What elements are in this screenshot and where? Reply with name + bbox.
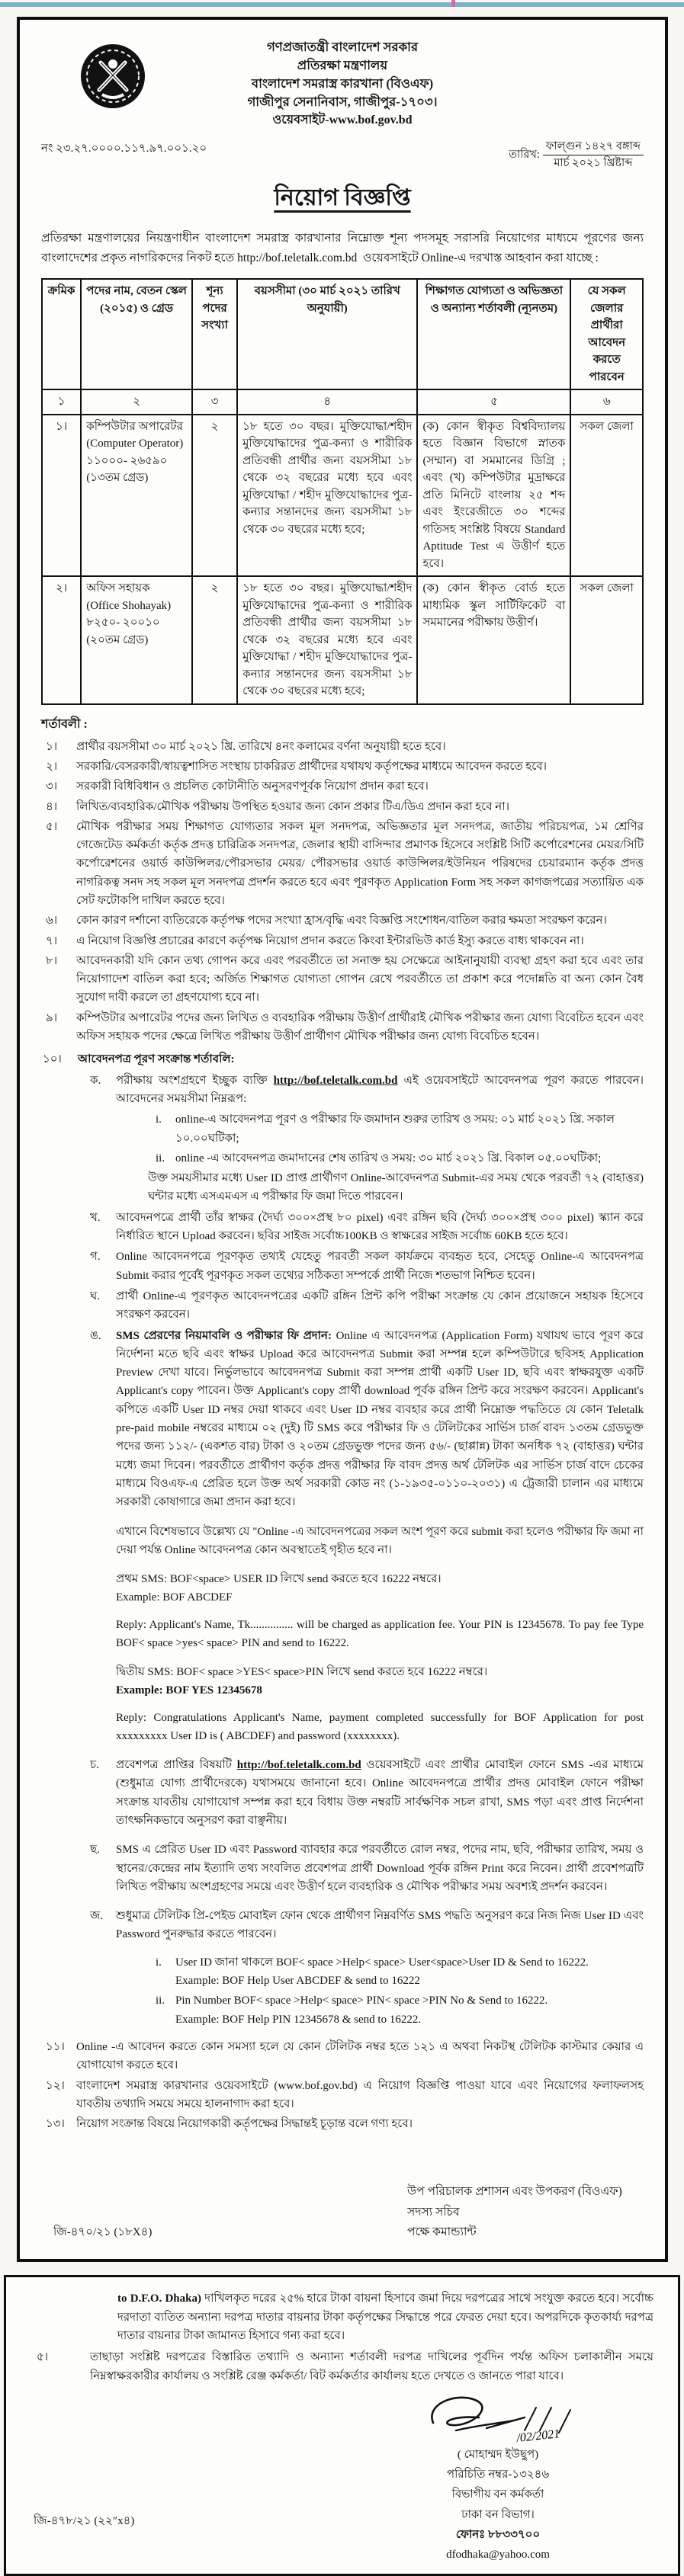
- condition-number: ৬।: [46, 915, 58, 928]
- recovery-item-ii: ii. Pin Number BOF< space >Help< space> PIN< space >PIN No & Send to 16222. Example: BOF Help PIN 12345678 & send to 16222.: [156, 1994, 548, 2026]
- districts-cell: সকল জেলা: [570, 415, 643, 577]
- condition-number: ৩।: [46, 780, 58, 793]
- timeline-item-ii: ii. online -এ আবেদনপত্র জমাদানের শেষ তারিখ ও সময়: ৩০ মার্চ ২০২১ খ্রি. বিকাল ০৫.০০ঘটিকা;: [156, 1152, 602, 1165]
- closing-conditions-list: [41, 2038, 644, 2133]
- col-header-districts: যে সকল জেলার প্রার্থীরা আবেদন করতে পারবেন: [570, 279, 643, 389]
- table-row: [42, 415, 643, 577]
- post-name-cell: [81, 415, 192, 577]
- signatory-id: পরিচিতি নম্বর-১৩২৪৬: [446, 2469, 550, 2481]
- condition-text: লিখিত/ব্যবহারিক/মৌখিক পরীক্ষায় উপস্থিত হওয়ার জন্য কোন প্রকার টিএ/ডিএ প্রদান করা হবে না।: [76, 800, 509, 813]
- condition-text: মৌখিক পরীক্ষার সময় শিক্ষাগত যোগ্যতার সকল মূল সনদপত্র, অভিজ্ঞতার মূল সনদপত্র, জাতীয় পরিচয়পত্র, ১ম শ্রেণির গেজেটেড কর্মকর্তা কর্তৃক প্রদত্ত চারিত্রিক সনদপত্র, জেলার স্থায়ী বাসিন্দার প্রমাণক হিসেবে সংশ্লিষ্ট সিটি কর্পোরেশনের মেয়র/সিটি কর্পোরেশনের ওয়ার্ড কাউন্সিলর/পৌরসভার মেয়র/ পৌরসভার ওয়ার্ড কাউন্সিলর/ইউনিয়ন পরিষদের চেয়ারম্যান কর্তৃক প্রদত্ত নাগরিকত্ব সনদ সহ সকল মূল সনদপত্র প্রদর্শন করতে হবে এবং পূরণকৃত Application Form সহ সকল কাগজপত্রের সত্যায়িত এক সেট ফটোকপি দাখিল করতে হবে।: [76, 820, 644, 907]
- bof-crest-icon: [78, 41, 148, 111]
- scan-artifact-pink-tick: [451, 0, 455, 7]
- vacancy-count: ২: [192, 576, 237, 704]
- sub-item-ga: গ. Online আবেদনপত্রে পূরণকৃত তথ্যই যেহেতু পরবর্তী সকল কার্যক্রমে ব্যবহৃত হবে, সেহেতু Online-এ আবেদনপত্র Submit করার পূর্বেই পূরণকৃত সকল তথ্যের সঠিকতা সম্পর্কে প্রার্থী নিজে শতভাগ নিশ্চিত হবেন।: [90, 1251, 644, 1282]
- condition-number: ১৩।: [46, 2118, 65, 2131]
- condition-text: প্রার্থীর বয়সসীমা ৩০ মার্চ ২০২১ খ্রি. তারিখে ৪নং কলামের বর্ণনা অনুযায়ী হতে হবে।: [76, 740, 446, 753]
- condition-number: ১১।: [46, 2040, 65, 2053]
- sms1-example: Example: BOF ABCDEF: [116, 1591, 233, 1604]
- intro-post: ওয়েবসাইটে Online-এ দরখাস্ত আহবান করা যাচ্ছে :: [363, 251, 599, 264]
- sms2-reply: Reply: Congratulations Applicant's Name, payment completed successfully for BOF Application for post xxxxxxxxx User ID is ( ABCDEF) and password (xxxxxxxx).: [116, 1712, 644, 1743]
- fee-window-note: উক্ত সময়সীমার মধ্যে User ID প্রাপ্ত প্রার্থীগণ Online-আবেদনপত্র Submit-এর সময় থেকে পরবর্তী ৭২ (বাহাত্তর) ঘন্টার মধ্যে এসএমএস এ পরীক্ষার ফি জমা দিতে পারবেন।: [148, 1172, 644, 1203]
- districts-cell: সকল জেলা: [570, 576, 643, 704]
- condition-number: ৯।: [46, 1011, 58, 1024]
- signatory-phone: ফোনঃ ৮৮৩৩৭০০: [455, 2528, 541, 2541]
- post-name-en: (Computer Operator): [86, 437, 184, 450]
- pay-scale: ১১০০০- ২৬৫৯০: [86, 454, 168, 467]
- condition-item: [41, 818, 644, 910]
- condition-item: [41, 798, 644, 816]
- sms2-block: [116, 1663, 644, 1700]
- condition-text: বাংলাদেশ সমরাস্ত্র কারখানার ওয়েবসাইটে (www.bof.gov.bd) এ নিয়োগ বিজ্ঞপ্তি পাওয়া যাবে এবং নিয়োগের ফলাফলসহ যাবতীয় তথ্যাদি সময়ে সময়ে হালনাগাদ করা হবে।: [76, 2079, 644, 2110]
- condition-text: কোন কারণ দর্শানো ব্যতিরেকে কর্তৃপক্ষ পদের সংখ্যা হ্রাস/বৃদ্ধি এবং বিজ্ঞপ্তি সংশোধন/বাতিল করার ক্ষমতা সংরক্ষণ করেন।: [76, 915, 607, 928]
- tender-condition-5: ৫। তাছাড়া সংশ্লিষ্ট দরপত্রের বিস্তারিত তথ্যাদি ও অন্যান্য শর্তাবলী দরপত্র দাখিলের পূর্বদিন পর্যন্ত অফিস চলাকালীন সময়ে নিম্নস্বাক্ষরকারীর কার্যালয় ও সংশ্লিষ্ট রেঞ্জ কর্মকর্তা/ বিট কর্মকর্তার কার্যালয় হতে দেখতে ও জানতে পারা যাবে।: [37, 2351, 653, 2382]
- adjacent-tender-notice: [4, 2275, 680, 2576]
- section-10: [41, 1050, 644, 1069]
- government-name: গণপ্রজাতন্ত্রী বাংলাদেশ সরকার: [266, 40, 419, 54]
- signatory-title: বিভাগীয় বন কর্মকর্তা: [451, 2488, 544, 2501]
- memo-row: [41, 139, 644, 171]
- condition-item: [41, 2115, 644, 2133]
- sub-item-chha: ছ. SMS এ প্রেরিত User ID এবং Password ব্যাবহার করে পরবর্তীতে রোল নম্বর, পদের নাম, ছবি, পরীক্ষার তারিখ, সময় ও স্থানের/কেন্দ্রের নাম ইত্যাদি তথ্য সংবলিত প্রবেশপত্র প্রার্থী Download পূর্বক রঙ্গিন Print করে নিবেন। প্রার্থী প্রবেশপত্রটি লিখিত পরীক্ষায় অংশগ্রহণের সময়ে এবং উত্তীর্ণ হলে ব্যবহারিক ও মৌখিক পরীক্ষার সময় অবশ্যই প্রদর্শন করবেন।: [90, 1844, 644, 1893]
- tender-paragraph: to D.F.O. Dhaka) দাখিলকৃত দরের ২৫% হারে টাকা বায়না হিসাবে জমা দিয়ে দরপত্রের সাথে সংযুক্ত করতে হবে। সর্বোচ্চ দরদাতা ব্যতিত অন্যান্য দরপত্র দাতার বায়নার টাকা কর্তৃপক্ষের সিদ্ধান্তে পরে ফেরত দেয়া হবে। অপরদিকে কৃতকার্য্য দরপত্র দাতার বায়নার টাকা জামানত হিসাবে গন্য করা হবে।: [117, 2292, 653, 2343]
- date-bangla: ফাল্গুন ১৪২৭ বঙ্গাব্দ: [543, 139, 644, 156]
- sms1-reply: Reply: Applicant's Name, Tk............... will be charged as application fee. Your PIN is 12345678. To pay fee Type BOF< space >yes< space> PIN and send to 16222.: [116, 1619, 644, 1650]
- sub-item-cha: চ. প্রবেশপত্র প্রাপ্তির বিষয়টি http://bof.teletalk.com.bd ওয়েবসাইটে এবং প্রার্থীর মোবাইল ফোনে SMS -এর মাধ্যমে (শুধুমাত্র যোগ্য প্রার্থীদেরকে) যথাসময়ে জানানো হবে। Online আবেদনপত্রে প্রার্থীর প্রদত্ত মোবাইল ফোনে পরীক্ষা সংক্রান্ত যাবতীয় যোগাযোগ সম্পন্ন করা হবে বিধায় উক্ত নম্বরটি সার্বক্ষণিক সচল রাখা, SMS পড়া এবং প্রাপ্ত নির্দেশনা তাৎক্ষনিকভাবে অনুসরণ করা বাঞ্ছনীয়।: [90, 1759, 644, 1827]
- signoff-block: [53, 2182, 636, 2242]
- organization-address: গাজীপুর সেনানিবাস, গাজীপুর-১৭০৩।: [247, 94, 438, 109]
- svg-text:/02/2021: /02/2021: [515, 2427, 560, 2445]
- recovery-i-example: Example: BOF Help User ABCDEF & send to 16222: [175, 1975, 420, 1988]
- signatory-name: ( মোহাম্মদ ইউছুপ): [457, 2448, 539, 2461]
- sms1-instruction: প্রথম SMS: BOF<space> USER ID লিখে send করতে হবে 16222 নম্বরে।: [116, 1573, 442, 1586]
- date-values: [543, 139, 644, 171]
- sms1-block: [116, 1570, 644, 1607]
- post-name-bn: কম্পিউটার অপারেটর: [86, 420, 183, 433]
- sms2-instruction: দ্বিতীয় SMS: BOF< space >YES< space>PIN লিখে send করতে হবে 16222 নম্বরে।: [116, 1666, 488, 1679]
- signatory-division: ঢাকা বন বিভাগ।: [461, 2508, 535, 2521]
- age-limit-cell: ১৮ হতে ৩০ বছর। মুক্তিযোদ্ধা/শহীদ মুক্তিযোদ্ধাদের পুত্র-কন্যা ও শারীরিক প্রতিবন্ধী প্রার্থীর জন্য বয়সসীমা ১৮ থেকে ৩২ বছরের মধ্যে হবে এবং মুক্তিযোদ্ধা / শহীদ মুক্তিযোদ্ধাদের পুত্র-কন্যার সন্তানদের জন্য বয়সসীমা ১৮ থেকে ৩০ বছরের মধ্যে হবে;: [237, 576, 417, 704]
- col-header-age: বয়সসীমা (৩০ মার্চ ২০২১ তারিখ অনুযায়ী): [237, 279, 417, 389]
- table-row: [42, 576, 643, 704]
- sub-item-gha: ঘ. প্রার্থী Online-এ পূরণকৃত আবেদনপত্রের একটি রঙ্গিন প্রিন্ট কপি পরীক্ষা সংক্রান্ত যে কোন প্রয়োজনে সহায়ক হিসেবে সংরক্ষণ করবেন।: [90, 1290, 644, 1322]
- condition-text: কম্পিউটার অপারেটর পদের জন্য লিখিত ও ব্যবহারিক পরীক্ষায় উত্তীর্ণ প্রার্থীরাই মৌখিক পরীক্ষার জন্য যোগ্য বিবেচিত হবেন এবং অফিস সহায়ক পদের ক্ষেত্রে লিখিত পরীক্ষায় উত্তীর্ণ প্রার্থীগণ মৌখিক পরীক্ষার জন্য যোগ্য বিবেচিত হবেন।: [76, 1011, 644, 1043]
- press-mark: জি-৪৭০/২১ (১৮X৪): [53, 2226, 153, 2239]
- col-header-serial: ক্রমিক: [42, 279, 81, 389]
- application-url[interactable]: http://bof.teletalk.com.bd: [237, 251, 358, 264]
- recovery-ii-example: Example: BOF Help PIN 12345678 & send to 16222.: [175, 2013, 422, 2026]
- condition-text: সরকারি/বেসরকারী/স্বায়ত্বশাসিত সংস্থায় চাকরিরত প্রার্থীদের যথাযথ কর্তৃপক্ষের মাধ্যমে আবেদন করতে হবে।: [76, 760, 548, 773]
- intro-paragraph: [41, 229, 644, 268]
- tender-addressee: to D.F.O. Dhaka): [117, 2292, 201, 2305]
- date-block: [509, 139, 644, 171]
- condition-item: [41, 1009, 644, 1046]
- qualification-cell: (ক) কোন স্বীকৃত বিশ্ববিদ্যালয় হতে বিজ্ঞান বিভাগে স্নাতক (সম্মান) বা সমমানের ডিগ্রি ; এবং (খ) কম্পিউটার মুদ্রাক্ষরে প্রতি মিনিটে বাংলায় ২৫ শব্দ এবং ইংরেজীতে ৩০ শব্দের গতিসহ সংশ্লিষ্ট বিষয়ে Standard Aptitude Test এ উত্তীর্ণ হতে হবে।: [417, 415, 570, 577]
- vacancy-count: ২: [192, 415, 237, 577]
- condition-text: আবেদনকারী যদি কোন তথ্য গোপন করে এবং পরবর্তীতে তা সনাক্ত হয় সেক্ষেত্রে আইনানুযায়ী ব্যবস্থা গ্রহণ করা হবে এবং তার নিয়োগাদেশ বাতিল করা হবে; অর্জিত শিক্ষাগত যোগ্যতা গোপন রেখে পরবর্তীতে তা প্রকাশ করে পদোন্নতি বা অন্য কোন বৈধ সুযোগ দাবী করলে তা গ্রহণযোগ্য হবে না।: [76, 954, 644, 1004]
- grade: (২০তম গ্রেড): [86, 633, 149, 646]
- condition-item: [41, 777, 644, 796]
- condition-number: ১২।: [46, 2079, 65, 2092]
- condition-item: [41, 758, 644, 776]
- column-number-row: ১ ২ ৩ ৪ ৫ ৬: [42, 389, 643, 415]
- sms-rules-heading: SMS প্রেরণের নিয়মাবলি ও পরীক্ষার ফি প্রদান:: [116, 1329, 332, 1342]
- sub-item-ka: [90, 1072, 644, 1109]
- grade: (১৩তম গ্রেড): [86, 472, 149, 485]
- condition-item: [41, 2038, 644, 2075]
- sub-item-kha: খ. আবেদনপত্রে প্রার্থী তাঁর স্বাক্ষর (দৈর্ঘ্য ৩০০×প্রস্থ ৮০ pixel) এবং রঙ্গিন ছবি (দৈর্ঘ্য ৩০০×প্রস্থ ৩০০ pixel) স্ক্যান করে নির্ধারিত স্থানে Upload করবেন। ছবির সাইজ সর্বোচ্চ100KB ও স্বাক্ষরের সাইজ সর্বোচ্চ 60KB হতে হবে।: [90, 1211, 644, 1243]
- condition-item: [41, 932, 644, 950]
- condition-number: ৪।: [46, 800, 58, 813]
- col-header-vacancies: শূন্য পদের সংখ্যা: [192, 279, 237, 389]
- sub-item-uno: ঙ. SMS প্রেরণের নিয়মাবলি ও পরীক্ষার ফি প্রদান: Online এ আবেদনপত্র (Application Form) যথাযথ ভাবে পূরণ করে নির্দেশনা মতে ছবি এবং স্বাক্ষর Upload করে আবেদনপত্র Submit করা সম্পন্ন হলে কম্পিউটারে ছবিসহ Application Preview দেখা যাবে। নির্ভুলভাবে আবেদনপত্র Submit করা সম্পন্ন প্রার্থী একটি User ID, ছবি এবং স্বাক্ষরযুক্ত একটি Applicant's copy পাবেন। উক্ত Applicant's copy প্রার্থী download পূর্বক রঙ্গিন প্রিন্ট করে সংরক্ষণ করবেন। Applicant's কপিতে একটি User ID নম্বর দেয়া থাকবে এবং User ID নম্বর ব্যবহার করে প্রার্থী নিম্নোক্ত পদ্ধতিতে যে কোন Teletalk pre-paid mobile নম্বরের মাধ্যমে ০২ (দুই) টি SMS করে পরীক্ষার ফি ও টেলিটকের সার্ভিস চার্জ বাবদ ১৩তম গ্রেডভুক্ত পদের জন্য ১১২/- (একশত বার) টাকা ও ২০তম গ্রেডভুক্ত পদের জন্য ৫৬/- (ছাপ্পান্ন) টাকা অনধিক ৭২ (বাহাত্তর) ঘন্টার মধ্যে জমা দিবেন। পরবর্তীতে প্রার্থীগণ কর্তৃক প্রদত্ত পরীক্ষার ফি বাবদ প্রদত্ত অর্থ টেলিটক এর সার্ভিস চার্জ বাদে চেকের মাধ্যমে বিওএফ-এ প্রেরিত হলে উক্ত অর্থ সরকারী কোড নং (১-১৯৩৫-০১১০-২০৩১) এ ট্রেজারী চালান এর মাধ্যমে সরকারী কোষাগারে জমা প্রদান করা হবে।: [90, 1329, 644, 1509]
- condition-item: [41, 2077, 644, 2114]
- special-note: এখানে বিশেষভাবে উল্লেখ্য যে "Online -এ আবেদনপত্রের সকল অংশ পূরণ করে submit করা হলেও পরীক্ষার ফি জমা না দেয়া পর্যন্ত Online আবেদনপত্র কোন অবস্থাতেই গৃহীত হবে না।: [116, 1525, 644, 1556]
- ministry-name: প্রতিরক্ষা মন্ত্রণালয়: [297, 57, 388, 72]
- condition-number: ৫।: [46, 820, 58, 833]
- condition-item: [41, 952, 644, 1008]
- sub-item-label: ক.: [90, 1074, 101, 1087]
- col-header-qualification: শিক্ষাগত যোগ্যতা ও অভিজ্ঞতা ও অন্যান্য শর্তাবলী (ন্যূনতম): [417, 279, 570, 389]
- post-name-en: (Office Shohayak): [86, 599, 172, 612]
- timeline-item-i: i. online-এ আবেদনপত্র পূরণ ও পরীক্ষার ফি জমাদান শুরুর তারিখ ও সময়: ০১ মার্চ ২০২১ খ্রি. সকাল ১০.০০ঘটিকা;: [156, 1113, 615, 1145]
- col-header-post: পদের নাম, বেতন স্কেল (২০১৫) ও গ্রেড: [81, 279, 192, 389]
- press-mark: জি-৪৭৮/২১ (২২″x৪): [34, 2515, 135, 2528]
- condition-item: [41, 912, 644, 930]
- handwritten-signature: [410, 2389, 586, 2449]
- condition-text: নিয়োগ সংক্রান্ত বিষয়ে নিয়োগকারী কর্তৃপক্ষের সিদ্ধান্তই চূড়ান্ত বলে গণ্য হবে।: [76, 2118, 413, 2131]
- intro-pre: প্রতিরক্ষা মন্ত্রণালয়ের নিয়ন্ত্রণাধীন বাংলাদেশ সমরাস্ত্র কারখানার নিম্নোক্ত শূন্য পদসমূহ সরাসরি নিয়োগের মাধ্যমে পূরণের জন্য বাংলাদেশের প্রকৃত নাগরিকদের নিকট হতে: [41, 232, 644, 264]
- condition-number: ১০।: [43, 1053, 62, 1066]
- scan-top-line: [0, 2, 684, 7]
- application-url[interactable]: http://bof.teletalk.com.bd: [273, 1074, 398, 1087]
- date-label: তারিখ:: [509, 148, 540, 161]
- signatory-email[interactable]: dfodhaka@yahoo.com: [446, 2549, 550, 2562]
- table-header-row: [42, 279, 643, 389]
- condition-number: ৭।: [46, 934, 58, 947]
- recovery-item-i: i. User ID জানা থাকলে BOF< space >Help< space> User<space>User ID & Send to 16222. Example: BOF Help User ABCDEF & send to 16222: [156, 1956, 589, 1988]
- condition-text: Online -এ আবেদন করতে কোন সমস্যা হলে যে কোন টেলিটক নম্বর হতে ১২১ এ অথবা নিকটস্থ টেলিটক কাস্টমার কেয়ার এ যোগাযোগ করতে হবে।: [76, 2040, 644, 2072]
- signature-block: [384, 2389, 612, 2565]
- condition-number: ১।: [46, 740, 58, 753]
- conditions-heading: শর্তাবলী :: [41, 717, 88, 731]
- qualification-cell: (ক) কোন স্বীকৃত বোর্ড হতে মাধ্যমিক স্কুল সার্টিফিকেট বা সমমানের পরীক্ষায় উত্তীর্ণ।: [417, 576, 570, 704]
- post-name-bn: অফিস সহায়ক: [86, 582, 150, 595]
- row-serial: ১।: [42, 415, 81, 577]
- memo-number: নং ২৩.২৭.০০০০.১১৭.৯৭.০০১.২০: [41, 142, 207, 155]
- age-limit-cell: ১৮ হতে ৩০ বছর। মুক্তিযোদ্ধা/শহীদ মুক্তিযোদ্ধাদের পুত্র-কন্যা ও শারীরিক প্রতিবন্ধী প্রার্থীর জন্য বয়সসীমা ১৮ থেকে ৩২ বছরের মধ্যে হবে এবং মুক্তিযোদ্ধা / শহীদ মুক্তিযোদ্ধাদের পুত্র-কন্যার সন্তানদের জন্য বয়সসীমা ১৮ থেকে ৩০ বছরের মধ্যে হবে;: [237, 415, 417, 577]
- admit-card-url[interactable]: http://bof.teletalk.com.bd: [236, 1759, 361, 1772]
- condition-number: ৮।: [46, 954, 58, 967]
- section-10-title: আবেদনপত্র পূরণ সংক্রান্ত শর্তাবলি:: [78, 1053, 235, 1066]
- sub-item-ja: জ. শুধুমাত্র টেলিটক প্রি-পেইড মোবাইল ফোন থেকে প্রার্থীগণ নিম্নবর্ণিত SMS পদ্ধতি অনুসরণ করে নিজ নিজ User ID এবং Password পুনরুদ্ধার করতে পারবেন।: [90, 1910, 644, 1941]
- letterhead: [41, 38, 644, 129]
- notice-title: নিয়োগ বিজ্ঞপ্তি: [274, 185, 411, 210]
- condition-item: [41, 738, 644, 756]
- post-name-cell: [81, 576, 192, 704]
- recruitment-notice-document: [17, 17, 668, 2262]
- pay-scale: ৮২৫০- ২০০১০: [86, 617, 160, 630]
- sub-item-text: পরীক্ষায় অংশগ্রহণে ইচ্ছুক ব্যক্তি http://bof.teletalk.com.bd এই ওয়েবসাইটে আবেদনপত্র পূরণ করতে পারবেন। আবেদনের সময়সীমা নিম্নরূপ:: [116, 1074, 644, 1105]
- organization-name: বাংলাদেশ সমরাস্ত্র কারখানা (বিওএফ): [251, 75, 434, 91]
- condition-text: এ নিয়োগ বিজ্ঞপ্তি প্রচারের কারণে কর্তৃপক্ষ নিয়োগ প্রদান করতে কিংবা ইন্টারভিউ কার্ড ইস্যু করতে বাধ্য থাকবেন না।: [76, 934, 584, 947]
- condition-number: ২।: [46, 760, 58, 773]
- sms2-example: Example: BOF YES 12345678: [116, 1684, 262, 1697]
- row-serial: ২।: [42, 576, 81, 704]
- date-gregorian: মার্চ ২০২১ খ্রিষ্টাব্দ: [554, 157, 633, 170]
- signatory-designation: উপ পরিচালক প্রশাসন এবং উপকরণ (বিওএফ) সদস্য সচিব পক্ষে কমান্ড্যান্ট: [407, 2185, 622, 2239]
- website-link[interactable]: ওয়েবসাইট-www.bof.gov.bd: [272, 113, 413, 127]
- vacancy-table: [41, 278, 644, 705]
- conditions-list: [41, 738, 644, 1046]
- condition-text: সরকারী বিধিবিধান ও প্রচলিত কোটানীতি অনুসরণপূর্বক নিয়োগ প্রদান করা হবে।: [76, 780, 429, 793]
